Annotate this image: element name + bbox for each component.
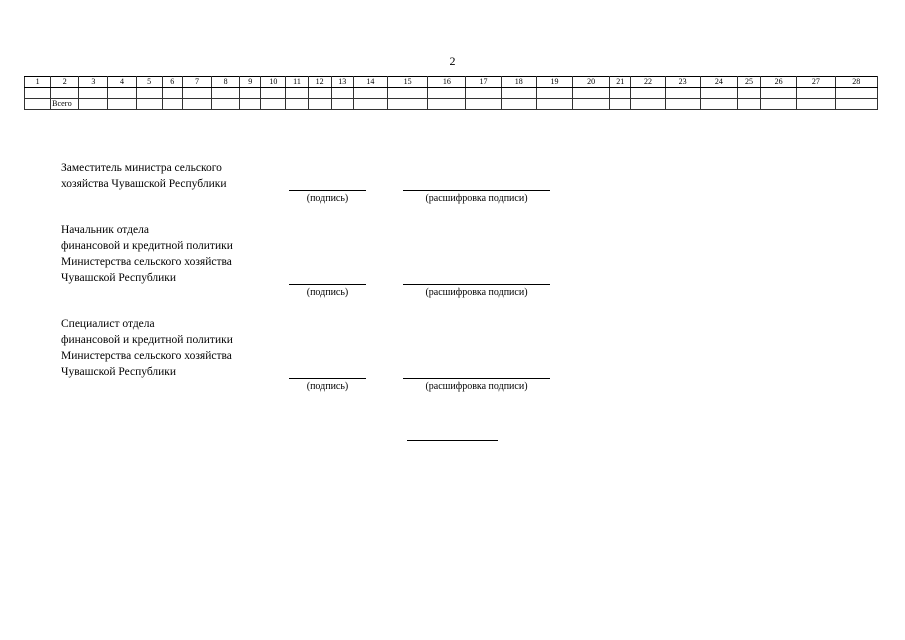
table-cell bbox=[665, 99, 700, 110]
table-cell bbox=[631, 88, 665, 99]
table-cell bbox=[261, 88, 286, 99]
table-cell bbox=[573, 99, 610, 110]
column-number: 8 bbox=[212, 77, 240, 88]
table-cell bbox=[308, 88, 331, 99]
table-cell bbox=[308, 99, 331, 110]
table-cell bbox=[25, 99, 51, 110]
signature-line bbox=[289, 378, 366, 379]
signature-block-deputy-minister bbox=[61, 160, 226, 192]
table-cell bbox=[286, 88, 308, 99]
signatory-title-line: Начальник отдела bbox=[61, 224, 149, 236]
table-cell bbox=[108, 99, 136, 110]
signatory-title-line: Заместитель министра сельского bbox=[61, 162, 222, 174]
table-cell bbox=[182, 88, 211, 99]
table-cell bbox=[212, 88, 240, 99]
signatory-title-line: Министерства сельского хозяйства bbox=[61, 256, 232, 268]
table-cell bbox=[240, 88, 261, 99]
column-number: 18 bbox=[501, 77, 536, 88]
table-cell bbox=[536, 99, 572, 110]
column-number: 6 bbox=[162, 77, 182, 88]
total-row bbox=[25, 99, 878, 110]
column-number: 19 bbox=[536, 77, 572, 88]
table-cell bbox=[610, 99, 631, 110]
column-number: 14 bbox=[353, 77, 387, 88]
column-number: 26 bbox=[761, 77, 797, 88]
table-cell bbox=[536, 88, 572, 99]
signature-decode-caption: (расшифровка подписи) bbox=[425, 193, 528, 204]
signature-decode-caption: (расшифровка подписи) bbox=[425, 381, 528, 392]
column-number: 12 bbox=[308, 77, 331, 88]
column-number: 20 bbox=[573, 77, 610, 88]
signature-decode-line bbox=[403, 284, 550, 285]
signatory-title-line: финансовой и кредитной политики bbox=[61, 240, 233, 252]
signatory-title-line: Чувашской Республики bbox=[61, 272, 177, 284]
column-number: 5 bbox=[136, 77, 162, 88]
column-number: 28 bbox=[835, 77, 878, 88]
table-cell bbox=[79, 99, 108, 110]
column-number: 9 bbox=[240, 77, 261, 88]
column-number: 4 bbox=[108, 77, 136, 88]
table-cell bbox=[136, 99, 162, 110]
table-cell bbox=[700, 88, 737, 99]
table-cell bbox=[761, 88, 797, 99]
table-cell bbox=[610, 88, 631, 99]
column-number: 23 bbox=[665, 77, 700, 88]
signature-caption: (подпись) bbox=[306, 381, 349, 392]
column-number: 2 bbox=[51, 77, 79, 88]
table-cell bbox=[353, 88, 387, 99]
table-cell bbox=[835, 88, 878, 99]
table-cell bbox=[79, 88, 108, 99]
table-cell bbox=[428, 99, 466, 110]
column-number: 25 bbox=[737, 77, 760, 88]
table-cell bbox=[162, 99, 182, 110]
table-cell bbox=[286, 99, 308, 110]
column-number: 24 bbox=[700, 77, 737, 88]
table-cell bbox=[353, 99, 387, 110]
table-cell bbox=[835, 99, 878, 110]
column-number: 7 bbox=[182, 77, 211, 88]
table-cell bbox=[631, 99, 665, 110]
signature-block-department-head bbox=[61, 222, 233, 286]
signature-decode-caption: (расшифровка подписи) bbox=[425, 287, 528, 298]
table-cell bbox=[331, 88, 353, 99]
column-number-row bbox=[25, 77, 878, 88]
table-cell bbox=[797, 99, 835, 110]
end-of-document-line bbox=[407, 440, 498, 441]
table-cell bbox=[136, 88, 162, 99]
table-cell bbox=[573, 88, 610, 99]
table-cell bbox=[501, 99, 536, 110]
table-cell bbox=[212, 99, 240, 110]
signatory-title-line: финансовой и кредитной политики bbox=[61, 334, 233, 346]
table-cell bbox=[737, 99, 760, 110]
signature-caption: (подпись) bbox=[306, 287, 349, 298]
table-cell bbox=[466, 88, 501, 99]
signature-decode-line bbox=[403, 190, 550, 191]
table-cell bbox=[665, 88, 700, 99]
column-number: 3 bbox=[79, 77, 108, 88]
column-number: 11 bbox=[286, 77, 308, 88]
table-cell bbox=[387, 99, 427, 110]
column-number: 16 bbox=[428, 77, 466, 88]
column-number: 15 bbox=[387, 77, 427, 88]
signature-caption: (подпись) bbox=[306, 193, 349, 204]
column-number: 17 bbox=[466, 77, 501, 88]
table-cell bbox=[51, 88, 79, 99]
report-table bbox=[24, 76, 878, 110]
table-cell bbox=[25, 88, 51, 99]
signature-line bbox=[289, 284, 366, 285]
signatory-title-line: Министерства сельского хозяйства bbox=[61, 350, 232, 362]
table-cell bbox=[162, 88, 182, 99]
table-cell bbox=[331, 99, 353, 110]
table-cell bbox=[700, 99, 737, 110]
signatory-title-line: Чувашской Республики bbox=[61, 366, 177, 378]
table-cell bbox=[466, 99, 501, 110]
table-cell bbox=[428, 88, 466, 99]
total-label: Всего bbox=[51, 99, 79, 110]
column-number: 22 bbox=[631, 77, 665, 88]
table-cell bbox=[240, 99, 261, 110]
table-cell bbox=[182, 99, 211, 110]
table-cell bbox=[761, 99, 797, 110]
table-cell bbox=[501, 88, 536, 99]
column-number: 27 bbox=[797, 77, 835, 88]
page-number: 2 bbox=[449, 54, 456, 68]
signatory-title-line: Специалист отдела bbox=[61, 318, 155, 330]
column-number: 13 bbox=[331, 77, 353, 88]
signature-block-specialist bbox=[61, 316, 233, 380]
signature-line bbox=[289, 190, 366, 191]
table-cell bbox=[108, 88, 136, 99]
table-cell bbox=[261, 99, 286, 110]
table-cell bbox=[797, 88, 835, 99]
table-row bbox=[25, 88, 878, 99]
table-cell bbox=[737, 88, 760, 99]
column-number: 21 bbox=[610, 77, 631, 88]
signature-decode-line bbox=[403, 378, 550, 379]
table-cell bbox=[387, 88, 427, 99]
column-number: 1 bbox=[25, 77, 51, 88]
column-number: 10 bbox=[261, 77, 286, 88]
signatory-title-line: хозяйства Чувашской Республики bbox=[61, 178, 227, 190]
